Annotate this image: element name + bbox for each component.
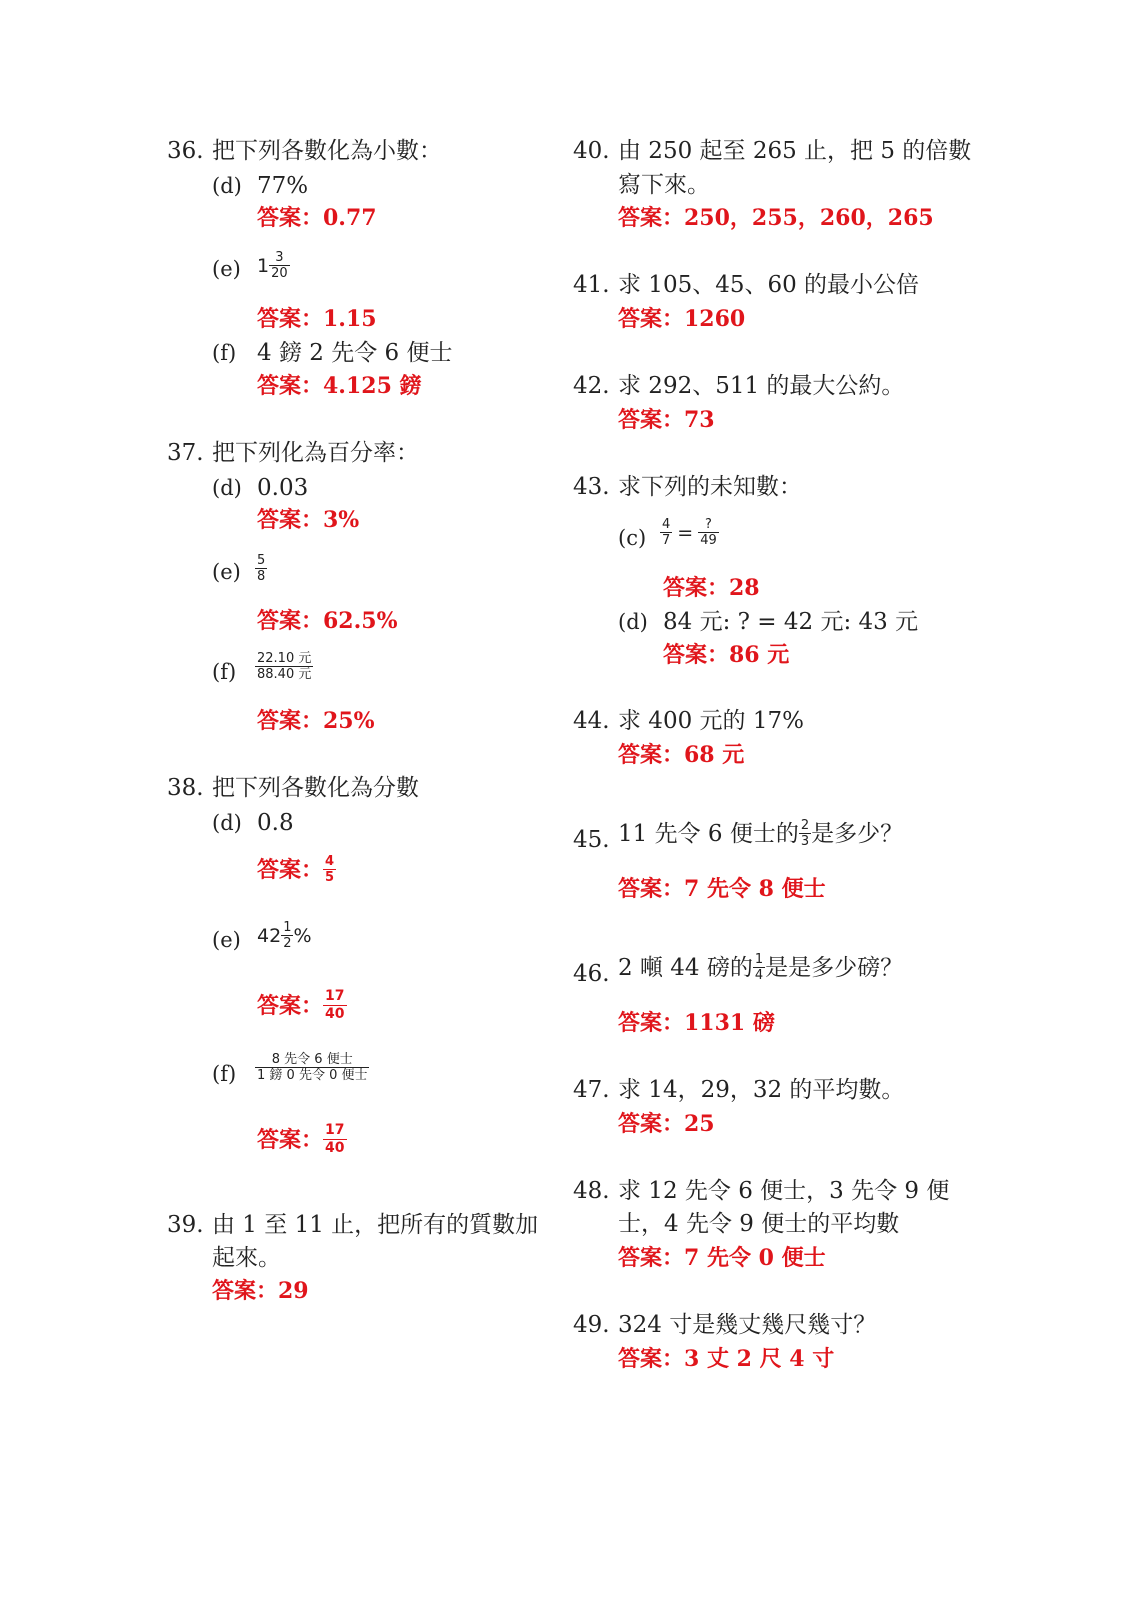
- q38-e-label: (e): [212, 928, 241, 952]
- numerator: ?: [705, 517, 712, 532]
- mixed-whole: 42: [257, 924, 282, 947]
- q39-line2: 起來。: [212, 1245, 281, 1271]
- q48-line2: 士，4 先令 9 便士的平均數: [618, 1211, 900, 1237]
- q37-e-answer: 答案：62.5%: [257, 608, 398, 634]
- q39-answer: 答案：29: [212, 1278, 309, 1304]
- q41-text: 求 105、45、60 的最小公倍: [618, 272, 920, 298]
- q37-d-answer: 答案：3%: [257, 507, 360, 533]
- numerator: 1: [754, 952, 764, 967]
- q37-f-label: (f): [212, 660, 237, 684]
- q41-answer: 答案：1260: [618, 306, 746, 332]
- q47-answer: 答案：25: [618, 1111, 715, 1137]
- q48-answer: 答案：7 先令 0 便士: [618, 1245, 826, 1271]
- denominator: 5: [325, 870, 335, 886]
- q47-text: 求 14，29，32 的平均數。: [618, 1077, 905, 1103]
- fraction: [281, 920, 293, 951]
- q37-f-answer: 答案：25%: [257, 708, 375, 734]
- q43-number: 43.: [573, 474, 610, 500]
- q38-f-label: (f): [212, 1062, 237, 1086]
- q38-number: 38.: [167, 775, 204, 801]
- denominator: 8: [257, 569, 266, 585]
- q36-f-answer: 答案：4.125 鎊: [257, 373, 422, 399]
- denominator: 40: [325, 1006, 345, 1023]
- denominator: 2: [283, 936, 292, 952]
- q36-f-value: 4 鎊 2 先令 6 便士: [257, 340, 453, 366]
- q49-number: 49.: [573, 1312, 610, 1338]
- q36-text: 把下列各數化為小數：: [212, 138, 442, 164]
- answer-prefix: 答案：: [257, 856, 324, 883]
- q38-f-answer: [257, 1122, 347, 1157]
- q36-d-answer: 答案：0.77: [257, 205, 377, 231]
- text-after: 是多少？: [811, 820, 904, 847]
- text-before: 11 先令 6 便士的: [618, 820, 799, 847]
- q36-e-label: (e): [212, 257, 241, 281]
- q38-f-fraction: [255, 1052, 369, 1083]
- q37-text: 把下列化為百分率：: [212, 440, 419, 466]
- numerator: 2: [800, 818, 810, 833]
- denominator: 20: [271, 266, 288, 282]
- fraction: [753, 952, 765, 983]
- q39-number: 39.: [167, 1212, 204, 1238]
- q36-d-value: 77%: [257, 173, 309, 199]
- q37-number: 37.: [167, 440, 204, 466]
- denominator: 40: [325, 1140, 345, 1157]
- q37-e-label: (e): [212, 560, 241, 584]
- numerator: 4: [325, 854, 335, 869]
- q43-c-answer: 答案：28: [663, 575, 760, 601]
- q42-text: 求 292、511 的最大公約。: [618, 373, 905, 399]
- q44-answer: 答案：68 元: [618, 742, 745, 768]
- q38-e-answer: [257, 988, 347, 1023]
- q43-text: 求下列的未知數：: [618, 474, 802, 500]
- numerator: 8 先令 6 便士: [271, 1052, 353, 1067]
- numerator: 17: [325, 1122, 345, 1138]
- right-fraction: [698, 517, 719, 548]
- answer-prefix: 答案：: [257, 1126, 324, 1153]
- denominator: 3: [800, 834, 810, 850]
- denominator: 4: [754, 968, 764, 984]
- left-fraction: [660, 517, 672, 548]
- text-after: 是是多少磅？: [765, 954, 904, 981]
- q48-number: 48.: [573, 1178, 610, 1204]
- q46-answer: 答案：1131 磅: [618, 1010, 775, 1036]
- q36-e-answer: 答案：1.15: [257, 306, 377, 332]
- q39-line1: 由 1 至 11 止，把所有的質數加: [212, 1212, 539, 1238]
- q40-line1: 由 250 起至 265 止，把 5 的倍數: [618, 138, 972, 164]
- q38-d-label: (d): [212, 811, 242, 835]
- q37-f-fraction: [255, 651, 313, 682]
- q40-line2: 寫下來。: [618, 172, 710, 198]
- fraction: [799, 818, 811, 849]
- denominator: 49: [700, 533, 717, 549]
- q38-e-value: [257, 920, 312, 951]
- q42-answer: 答案：73: [618, 407, 715, 433]
- denominator: 7: [662, 533, 671, 549]
- q41-number: 41.: [573, 272, 610, 298]
- q36-d-label: (d): [212, 174, 242, 198]
- q47-number: 47.: [573, 1077, 610, 1103]
- q44-number: 44.: [573, 708, 610, 734]
- q43-c-equation: [660, 517, 719, 548]
- numerator: 22.10 元: [257, 651, 312, 666]
- q43-d-label: (d): [618, 610, 648, 634]
- q37-d-label: (d): [212, 476, 242, 500]
- q36-e-value: [257, 250, 290, 281]
- q45-number: 45.: [573, 827, 610, 853]
- q36-f-label: (f): [212, 341, 237, 365]
- answer-fraction: [323, 1122, 346, 1157]
- q38-d-answer: [257, 854, 336, 885]
- q46-text: [618, 952, 903, 983]
- q40-number: 40.: [573, 138, 610, 164]
- mixed-whole: 1: [257, 254, 270, 277]
- q36-number: 36.: [167, 138, 204, 164]
- denominator: 88.40 元: [257, 667, 312, 683]
- q38-d-value: 0.8: [257, 810, 294, 836]
- percent-sign: %: [293, 924, 312, 947]
- equals-sign: =: [677, 521, 694, 544]
- q48-line1: 求 12 先令 6 便士，3 先令 9 便: [618, 1178, 950, 1204]
- numerator: 4: [662, 517, 671, 532]
- answer-prefix: 答案：: [257, 992, 324, 1019]
- q45-text: [618, 818, 903, 849]
- q38-text: 把下列各數化為分數: [212, 775, 419, 801]
- answer-fraction: [323, 988, 346, 1023]
- q45-answer: 答案：7 先令 8 便士: [618, 876, 826, 902]
- fraction: [269, 250, 290, 281]
- numerator: 17: [325, 988, 345, 1004]
- q43-d-value: 84 元: ? = 42 元: 43 元: [663, 609, 919, 635]
- q46-number: 46.: [573, 961, 610, 987]
- q42-number: 42.: [573, 373, 610, 399]
- denominator: 1 鎊 0 先令 0 便士: [257, 1068, 368, 1084]
- numerator: 5: [257, 553, 266, 568]
- q37-d-value: 0.03: [257, 475, 309, 501]
- q40-answer: 答案：250，255，260，265: [618, 205, 934, 231]
- q44-text: 求 400 元的 17%: [618, 708, 804, 734]
- numerator: 3: [275, 250, 284, 265]
- answer-fraction: [323, 854, 336, 885]
- q43-d-answer: 答案：86 元: [663, 642, 790, 668]
- q49-answer: 答案：3 丈 2 尺 4 寸: [618, 1346, 835, 1372]
- q37-e-fraction: [255, 553, 267, 584]
- q43-c-label: (c): [618, 526, 647, 550]
- numerator: 1: [283, 920, 292, 935]
- text-before: 2 噸 44 磅的: [618, 954, 753, 981]
- q49-text: 324 寸是幾丈幾尺幾寸？: [618, 1312, 877, 1338]
